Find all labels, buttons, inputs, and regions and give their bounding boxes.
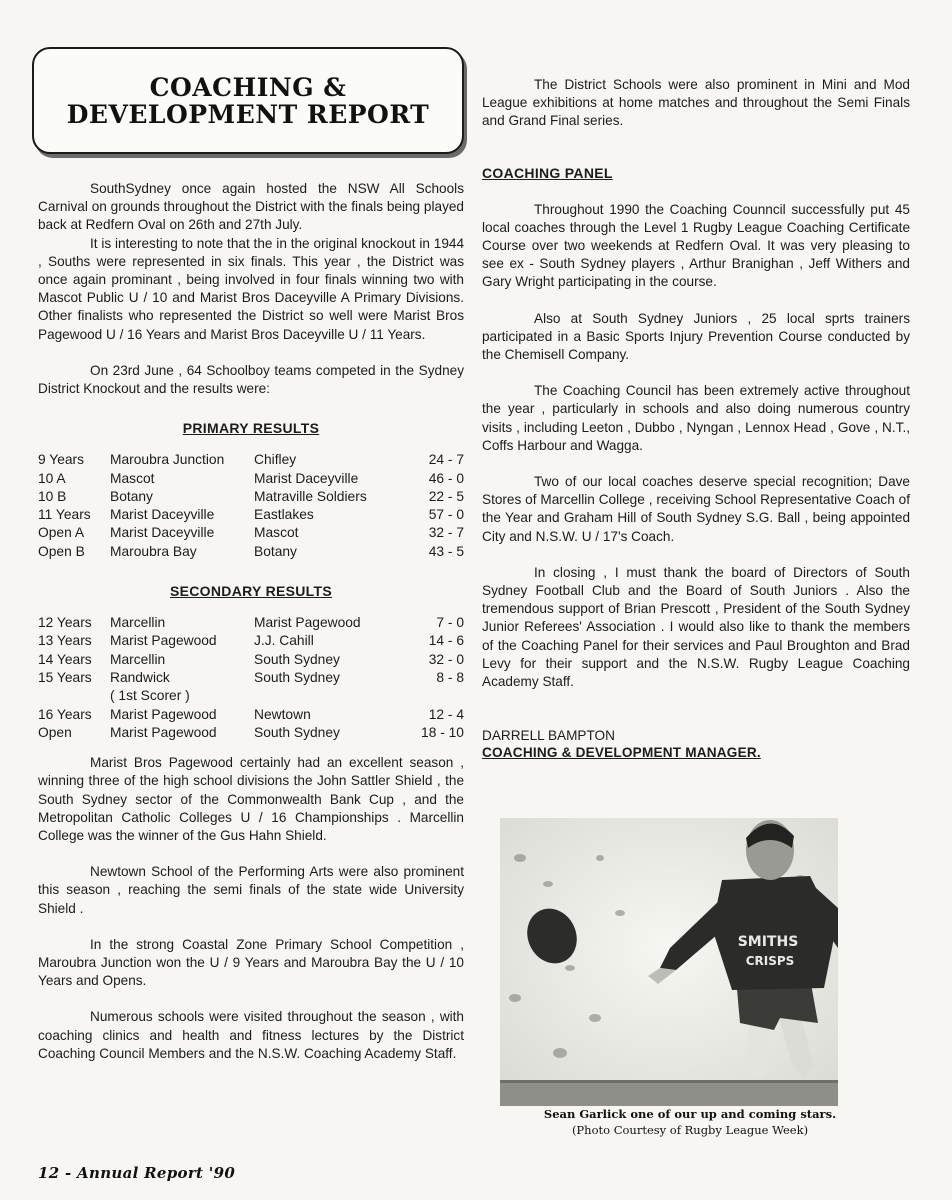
jersey-text-2: CRISPS [745,954,795,968]
score-cell: 22 - 5 [428,488,464,504]
outro-paragraph-3: In the strong Coastal Zone Primary School Competition , Maroubra Junction won the U / 9 Years and Maroubra Bay the U / 10 Years and Opens. [38,936,464,989]
first-scorer-note: ( 1st Scorer ) [110,688,190,704]
outro-paragraph-4: Numerous schools were visited throughout the season , with coaching clinics and health and fitness lectures by the District Coaching Council Members and the N.S.W. Coaching Academy Staff. [38,1009,464,1061]
score-cell: 14 - 6 [428,633,464,649]
table-row [38,614,464,632]
age-cell: 13 Years [38,633,92,649]
table-row [38,669,464,687]
mini-mod-paragraph: The District Schools were also prominent in Mini and Mod League exhibitions at home matches and throughout the Semi Finals and Grand Final series. [482,77,910,129]
secondary-results-table [38,614,464,742]
signature-title: COACHING & DEVELOPMENT MANAGER. [482,745,761,761]
team-cell: Marcellin [110,651,166,667]
age-cell: 12 Years [38,615,92,631]
age-cell: 16 Years [38,706,92,722]
caption-line-1: Sean Garlick one of our up and coming stars. [543,1107,837,1121]
score-cell: 32 - 0 [428,651,464,667]
opponent-cell: Eastlakes [254,507,314,523]
score-cell: 43 - 5 [428,543,464,559]
age-cell: Open B [38,543,85,559]
opponent-cell: Marist Daceyville [254,470,359,486]
team-cell: Marist Pagewood [110,706,217,722]
team-cell: Mascot [110,470,155,486]
table-row [38,506,464,524]
title-line-2: DEVELOPMENT REPORT [66,99,430,129]
score-cell: 12 - 4 [428,706,464,722]
table-row [38,543,464,561]
team-cell: Botany [110,488,153,504]
outro-paragraph-1: Marist Bros Pagewood certainly had an excellent season , winning three of the high school divisions the John Sattler Shield , the South Sydney sector of the Commonwealth Bank Cup , and the Metropolitan Catholic Colleges U / 16 Championships . Marcellin College was the winner of the Gus Hahn Shield. [38,755,464,843]
intro-paragraph-1: SouthSydney once again hosted the NSW All Schools Carnival on grounds throughout the District with the finals being played back at Redfern Oval on 26th and 27th July. [38,181,464,233]
team-cell: Marist Daceyville [110,507,215,523]
table-row [38,687,464,705]
age-cell: 15 Years [38,669,92,685]
team-cell: Marist Pagewood [110,724,217,740]
panel-paragraph-2: Also at South Sydney Juniors , 25 local sprts trainers participated in a Basic Sports Injury Prevention Course conducted by the Chemisell Company. [482,310,910,363]
player-photo [500,818,838,1106]
caption-line-2: (Photo Courtesy of Rugby League Week) [571,1123,809,1137]
coaching-panel-heading: COACHING PANEL [482,164,613,181]
score-cell: 46 - 0 [428,470,464,486]
table-row [38,470,464,488]
table-row [38,488,464,506]
score-cell: 24 - 7 [428,452,464,468]
score-cell: 18 - 10 [421,724,464,740]
table-row [38,451,464,469]
age-cell: 11 Years [38,507,91,523]
opponent-cell: South Sydney [254,651,340,667]
score-cell: 32 - 7 [428,525,464,541]
opponent-cell: Chifley [254,452,297,468]
score-cell: 57 - 0 [428,507,464,523]
table-row [38,651,464,669]
table-row [38,524,464,542]
player-photo-illustration [500,818,838,1106]
team-cell: Marcellin [110,615,166,631]
age-cell: 14 Years [38,651,92,667]
table-row [38,724,464,742]
jersey-text-1: SMITHS [737,934,799,950]
opponent-cell: Matraville Soldiers [254,488,367,504]
team-cell: Randwick [110,669,170,685]
title-line-1: COACHING & [149,72,347,102]
title-box [32,47,464,154]
secondary-results-heading: SECONDARY RESULTS [170,583,332,600]
age-cell: 9 Years [38,452,85,468]
team-cell: Marist Pagewood [110,633,217,649]
panel-paragraph-4: Two of our local coaches deserve special recognition; Dave Stores of Marcellin College , receiving School Representative Coach of the Year and Graham Hill of South Sydney S.G. Ball , being appointed City and N.S.W. U / 17's Coach. [482,474,910,544]
signature-name: DARRELL BAMPTON [482,728,615,744]
opponent-cell: Marist Pagewood [254,615,361,631]
outro-paragraph-2: Newtown School of the Performing Arts were also prominent this season , reaching the semi finals of the state wide University Shield . [38,864,464,916]
panel-paragraph-3: The Coaching Council has been extremely active throughout the year , particularly in schools and also doing numerous country visits , including Leeton , Dubbo , Nyngan , Lennox Head , Gove , N.T., Coffs Harbour and Wagga. [482,383,910,453]
age-cell: Open A [38,525,85,541]
team-cell: Maroubra Bay [110,543,197,559]
opponent-cell: Newtown [254,706,311,722]
page-footer: 12 - Annual Report '90 [38,1164,236,1182]
intro-paragraph-2: It is interesting to note that the in the original knockout in 1944 , Souths were represented in six finals. This year , the District was once again prominant , being involved in four finals winning two with Mascot Public U / 10 and Marist Bros Daceyville A Primary Divisions. Other finalists who represented the District so well were Marist Bros Pagewood U / 16 Years and Marist Bros Daceyville U / 11 Years. [38,235,464,342]
panel-paragraph-5: In closing , I must thank the board of Directors of South Sydney Football Club and the Board of South Juniors . Also the tremendous support of Brian Prescott , President of the South Sydney Junior Referees' Association . I would also like to thank the members of the Coaching Panel for their services and Paul Broughton and Brad Levy for their support and the N.S.W. Rugby League Coaching Academy Staff. [482,564,910,690]
primary-results-heading: PRIMARY RESULTS [182,420,320,437]
opponent-cell: Mascot [254,525,299,541]
score-cell: 8 - 8 [436,669,464,685]
intro-paragraph-3: On 23rd June , 64 Schoolboy teams competed in the Sydney District Knockout and the results were: [38,362,464,397]
table-row [38,632,464,650]
score-cell: 7 - 0 [436,615,464,631]
panel-paragraph-1: Throughout 1990 the Coaching Counncil successfully put 45 local coaches through the Level 1 Rugby League Coaching Certificate Course over two weekends at Redfern Oval. It was very pleasing to see ex - South Sydney players , Arthur Branighan , Jeff Withers and Gary Wright participating in the course. [482,201,910,290]
age-cell: 10 A [38,470,66,486]
opponent-cell: Botany [254,543,297,559]
opponent-cell: South Sydney [254,669,340,685]
opponent-cell: J.J. Cahill [254,633,314,649]
age-cell: Open [38,724,72,740]
team-cell: Maroubra Junction [110,452,225,468]
table-row [38,706,464,724]
team-cell: Marist Daceyville [110,525,215,541]
right-column [482,76,910,761]
primary-results-table [38,451,464,561]
opponent-cell: South Sydney [254,724,340,740]
photo-caption [500,1106,880,1138]
age-cell: 10 B [38,488,67,504]
left-column [38,180,464,1063]
